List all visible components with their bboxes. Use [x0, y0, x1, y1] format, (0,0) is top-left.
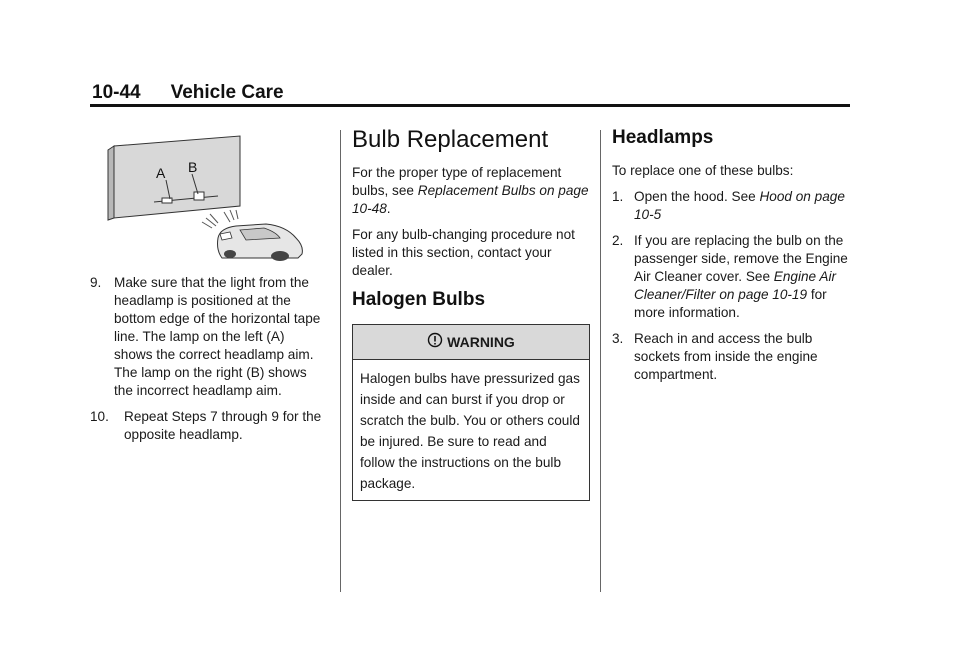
label-b: B [188, 159, 198, 175]
dealer-paragraph: For any bulb-changing procedure not listed in this section, contact your dealer. [352, 227, 575, 278]
air-cleaner-link[interactable]: Engine Air Cleaner/Filter on page 10-19 [634, 269, 836, 302]
replacement-bulbs-paragraph: For the proper type of replacement bulbs, see Replacement Bulbs on page 10-48. [352, 165, 589, 216]
headlamp-aim-figure [90, 126, 320, 266]
warning-icon [427, 326, 443, 360]
light-rays-icon [202, 210, 238, 228]
label-a: A [156, 165, 166, 181]
hood-link[interactable]: Hood on page 10-5 [634, 189, 845, 222]
headlamp-step-3: 3. Reach in and access the bulb sockets from inside the engine compartment. [612, 331, 818, 382]
step-10: 10. Repeat Steps 7 through 9 for the opposite headlamp. [90, 409, 322, 442]
headlamps-title: Headlamps [612, 127, 714, 148]
car-icon [218, 224, 303, 261]
wall-panel [108, 136, 240, 220]
page-header [92, 82, 284, 104]
halogen-bulbs-title: Halogen Bulbs [352, 289, 486, 310]
column-left [90, 126, 326, 452]
bulb-replacement-title: Bulb Replacement [352, 126, 549, 153]
warning-header [353, 325, 589, 360]
replacement-bulbs-link[interactable]: Replacement Bulbs on page 10-48 [352, 183, 589, 216]
column-right [612, 126, 852, 392]
column-middle [352, 126, 590, 501]
headlamp-step-2: 2. If you are replacing the bulb on the passenger side, remove the Engine Air Cleaner cover. See Engine Air Cleaner/Filter on page 10-19 for more information. [612, 233, 848, 320]
header-rule [90, 104, 850, 107]
column-divider-2 [600, 130, 601, 592]
page-number: 10-44 [92, 82, 141, 103]
warning-text: Halogen bulbs have pressurized gas inside and can burst if you drop or scratch the bulb. You or others could be injured. Be sure to read and follow the instructions on the bulb package. [360, 371, 580, 491]
headlamps-intro: To replace one of these bulbs: [612, 163, 794, 178]
step-9: 9. Make sure that the light from the headlamp is positioned at the bottom edge of the horizontal tape line. The lamp on the left (A) shows the correct headlamp aim. The lamp on the right (B) shows the incorrect headlamp aim. [90, 275, 321, 398]
section-title: Vehicle Care [170, 82, 284, 103]
warning-title: WARNING [447, 334, 515, 350]
column-divider-1 [340, 130, 341, 592]
warning-box [352, 324, 590, 501]
headlamp-step-1: 1. Open the hood. See Hood on page 10-5 [612, 189, 845, 222]
